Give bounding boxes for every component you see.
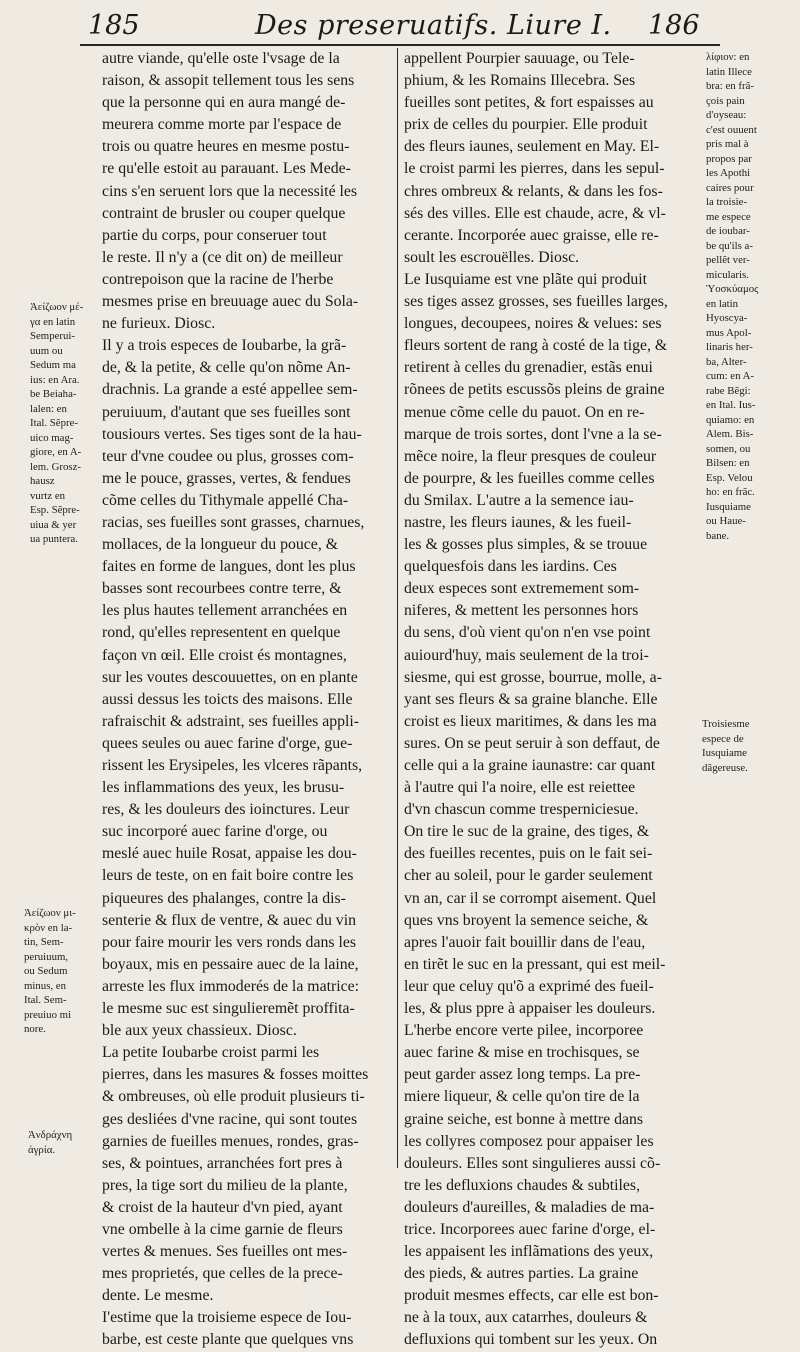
text-line: croist es lieux maritimes, & dans les ma bbox=[404, 712, 657, 730]
text-line: Ὑοσκύαμος bbox=[706, 283, 759, 295]
text-line: pris mal à bbox=[706, 138, 749, 150]
text-line: λίφιον: en bbox=[706, 51, 750, 63]
text-line: tousiours vertes. Ses tiges sont de la hau- bbox=[102, 425, 362, 443]
text-line: les Apothi bbox=[706, 167, 751, 179]
text-line: les & gosses plus simples, & se trouue bbox=[404, 536, 648, 554]
text-line: peruiuum, d'autant que ses fueilles sont bbox=[102, 403, 351, 421]
text-line: boyaux, mis en pessaire auec de la laine, bbox=[102, 955, 359, 973]
text-line: du Smilax. L'autre a la semence iau- bbox=[404, 491, 634, 509]
text-line: menue cõme celle du pauot. On en re- bbox=[404, 403, 645, 421]
text-line: linaris her- bbox=[706, 341, 753, 353]
text-line: fueilles sont petites, & fort espaisses au bbox=[404, 94, 654, 112]
running-title: Des preseruatifs. Liure I. bbox=[255, 10, 612, 41]
text-line: rond, qu'elles representent en quelque bbox=[102, 624, 341, 642]
text-line: les appaisent les inflãmations des yeux, bbox=[404, 1243, 654, 1261]
text-line: celle qui a la graine iaunastre: car quant bbox=[404, 757, 656, 774]
text-line: auec farine & mise en trochisques, se bbox=[404, 1044, 640, 1062]
text-line: rafraischit & adstraint, ses fueilles appli- bbox=[102, 712, 360, 730]
text-line: partie du corps, pour conseruer tout bbox=[102, 226, 327, 244]
text-line: garnies de fueilles menues, rondes, gras- bbox=[102, 1132, 359, 1150]
text-line: Iusquiame bbox=[706, 500, 751, 513]
text-line: minus, en bbox=[24, 979, 66, 992]
text-line: les inflammations des yeux, les brusu- bbox=[102, 779, 345, 797]
text-line: leur que celuy qu'õ a exprimé des fueil- bbox=[404, 977, 654, 995]
text-line: que la personne qui en aura mangé de- bbox=[102, 94, 346, 112]
text-line: pellẽt ver- bbox=[706, 254, 750, 266]
text-line: chres ombreux & relants, & dans les fos- bbox=[404, 182, 663, 200]
text-line: le reste. Il n'y a (ce dit on) de meilleur bbox=[102, 248, 343, 266]
text-line: miere liqueur, & celle qu'on tire de la bbox=[404, 1088, 640, 1106]
text-line: quees seules ou auec farine d'orge, gue- bbox=[102, 734, 353, 752]
text-line: Bilsen: en bbox=[706, 457, 750, 469]
text-line: arreste les flux immoderés de la matrice: bbox=[102, 977, 360, 995]
text-line: & croist de la hauteur d'vn pied, ayant bbox=[102, 1198, 343, 1216]
text-line: des fleurs iaunes, seulement en May. El- bbox=[404, 138, 660, 156]
text-line: & ombreuses, où elle produit plusieurs ti- bbox=[102, 1088, 365, 1106]
text-line: phium, & les Romains Illecebra. Ses bbox=[404, 72, 636, 90]
text-line: cins s'en seruent lors que la necessité les bbox=[102, 182, 358, 200]
text-line: meslé auec huile Rosat, appaise les dou- bbox=[102, 845, 357, 863]
text-line: les plus hautes tellement arranchées en bbox=[102, 602, 348, 620]
text-line: vne ombelle à la cime garnie de fleurs bbox=[102, 1220, 343, 1238]
text-line: yant ses fleurs & sa graine blanche. Elle bbox=[404, 690, 658, 708]
text-line: Sedum ma bbox=[30, 359, 76, 371]
text-line: mẽce noire, la fleur presques de couleur bbox=[404, 447, 657, 465]
text-line: ua puntera. bbox=[30, 533, 78, 545]
header-rule bbox=[80, 44, 720, 46]
text-line: Esp. Sẽpre- bbox=[30, 504, 80, 516]
page-number-left: 185 bbox=[88, 10, 140, 41]
text-line: ho: en frãc. bbox=[706, 486, 755, 498]
page-number-right: 186 bbox=[648, 10, 700, 41]
text-line: barbe, est ceste plante que quelques vns bbox=[102, 1331, 354, 1349]
text-line: lalen: en bbox=[30, 402, 67, 415]
text-line: fleurs sortent de rang à costé de la tige, & bbox=[404, 337, 668, 355]
text-line: d'vn chascun comme tresperniciesue. bbox=[404, 801, 639, 819]
text-line: rabe Bẽgi: bbox=[706, 384, 751, 397]
text-line: la troisie- bbox=[706, 196, 748, 208]
text-line: hausz bbox=[30, 475, 55, 487]
text-line: contraint de brusler ou couper quelque bbox=[102, 204, 346, 222]
text-line: res, & les douleurs des ioinctures. Leur bbox=[102, 801, 350, 819]
text-line: preuiuo mi bbox=[24, 1008, 72, 1021]
text-line: lem. Grosz- bbox=[30, 460, 81, 473]
text-line: façon vn œil. Elle croist és montagnes, bbox=[102, 646, 347, 664]
text-line: mollaces, de la longueur du pouce, & bbox=[102, 536, 339, 554]
text-line: retirent à celles du grenadier, estãs enui bbox=[404, 359, 653, 377]
text-line: çois pain bbox=[706, 94, 745, 107]
text-line: Il y a trois especes de Ioubarbe, la grã- bbox=[102, 337, 347, 355]
text-line: teur d'vne coudee ou plus, grosses com- bbox=[102, 447, 354, 465]
text-line: Ἀνδράχνη bbox=[28, 1129, 73, 1141]
text-line: deux especes sont extremement som- bbox=[404, 580, 640, 598]
text-line: nastre, les fleurs iaunes, & les fueil- bbox=[404, 513, 632, 531]
text-line: uiua & yer bbox=[30, 518, 77, 531]
text-line: sur les voutes descouuettes, on en plante bbox=[102, 668, 358, 686]
text-line: nore. bbox=[24, 1023, 46, 1035]
text-line: Hyoscya- bbox=[706, 312, 748, 324]
text-line: propos par bbox=[706, 152, 752, 165]
text-line: vurtz en bbox=[30, 489, 66, 502]
text-line: I'estime que la troisieme espece de Iou- bbox=[102, 1309, 352, 1327]
text-line: caires pour bbox=[706, 181, 754, 194]
text-line: trice. Incorporees auec farine d'orge, el- bbox=[404, 1220, 656, 1238]
text-line: basses sont recourbees contre terre, & bbox=[102, 580, 342, 598]
text-line: pour faire mourir les vers ronds dans les bbox=[102, 933, 356, 951]
text-line: Alem. Bis- bbox=[706, 428, 754, 440]
text-line: racias, ses fueilles sont grasses, charnues, bbox=[102, 513, 365, 531]
text-line: quiamo: en bbox=[706, 413, 755, 426]
column-divider bbox=[397, 48, 398, 1168]
text-line: leurs de teste, on en fait boire contre les bbox=[102, 867, 354, 885]
text-line: mes proprietés, que celles de la prece- bbox=[102, 1265, 343, 1283]
text-line: en tirẽt le suc en la pressant, qui est meil- bbox=[404, 955, 666, 973]
text-line: rõnees de petits escussõs pleins de graine bbox=[404, 381, 665, 399]
text-line: On tire le suc de la graine, des tiges, & bbox=[404, 823, 650, 841]
text-line: γα en latin bbox=[30, 315, 76, 328]
text-line: les, & plus ppre à appaiser les douleurs. bbox=[404, 1000, 656, 1018]
text-line: cher au soleil, pour le garder seulement bbox=[404, 867, 653, 885]
text-line: ba, Alter- bbox=[706, 355, 747, 368]
text-column-left bbox=[102, 48, 392, 1352]
text-line: peut garder assez long temps. La pre- bbox=[404, 1066, 641, 1084]
text-line: de ioubar- bbox=[706, 225, 750, 237]
text-line: ses, & pointues, arranchées fort pres à bbox=[102, 1154, 343, 1172]
text-line: Le Iusquiame est vne plãte qui produit bbox=[404, 270, 648, 288]
text-line: piqueures des phalanges, contre la dis- bbox=[102, 889, 346, 907]
text-line: appellent Pourpier sauuage, ou Tele- bbox=[404, 50, 635, 67]
margin-note-left-3 bbox=[28, 1128, 98, 1157]
text-line: Semperui- bbox=[30, 330, 75, 342]
text-line: latin Illece bbox=[706, 65, 752, 78]
text-line: aussi dessus les toicts des maisons. Elle bbox=[102, 690, 353, 708]
text-line: ges desliées d'vne racine, qui sont toutes bbox=[102, 1110, 358, 1128]
text-line: c'est ouuent bbox=[706, 123, 757, 136]
text-line: douleurs. Elles sont singulieres aussi cõ- bbox=[404, 1154, 661, 1172]
running-header bbox=[0, 4, 800, 44]
text-line: des pieds, & autres parties. La graine bbox=[404, 1265, 639, 1283]
text-line: de pourpre, & les fueilles comme celles bbox=[404, 469, 655, 487]
text-line: suc incorporé auec farine d'orge, ou bbox=[102, 823, 328, 841]
text-line: longues, decoupees, noires & velues: ses bbox=[404, 315, 662, 333]
text-line: sés des villes. Elle est chaude, acre, & vl- bbox=[404, 204, 666, 222]
text-line: vertes & menues. Ses fueilles ont mes- bbox=[102, 1243, 348, 1261]
text-line: peruiuum, bbox=[24, 950, 69, 963]
text-line: Ital. Sẽpre- bbox=[30, 417, 78, 429]
text-line: dente. Le mesme. bbox=[102, 1287, 214, 1305]
text-line: de, & la petite, & celle qu'on nõme An- bbox=[102, 359, 351, 377]
text-line: meurera comme morte par l'espace de bbox=[102, 116, 342, 134]
text-line: L'herbe encore verte pilee, incorporee bbox=[404, 1022, 644, 1040]
text-line: Ital. Sem- bbox=[24, 994, 67, 1006]
text-line: produit mesmes effects, car elle est bon- bbox=[404, 1287, 659, 1305]
text-line: ne à la toux, aux catarrhes, douleurs & bbox=[404, 1309, 648, 1327]
text-line: ou Sedum bbox=[24, 965, 68, 977]
text-line: espece de bbox=[702, 732, 744, 745]
text-line: senterie & flux de ventre, & auec du vin bbox=[102, 911, 356, 929]
margin-note-right-2 bbox=[702, 717, 796, 775]
text-line: re qu'elle estoit au parauant. Les Mede- bbox=[102, 160, 351, 178]
text-line: niferes, & mettent les personnes hors bbox=[404, 602, 639, 620]
text-line: ques vns broyent la semence seiche, & bbox=[404, 911, 649, 929]
text-line: pres, la tige sort du milieu de la plante, bbox=[102, 1176, 348, 1194]
text-line: en Ital. Ius- bbox=[706, 399, 756, 411]
margin-note-left-1 bbox=[30, 300, 98, 547]
text-line: micularis. bbox=[706, 268, 749, 281]
text-line: les collyres composez pour appaiser les bbox=[404, 1132, 654, 1150]
text-line: quelquesfois dans les iardins. Ces bbox=[404, 558, 617, 576]
text-line: contrepoison que la racine de l'herbe bbox=[102, 270, 334, 288]
margin-note-right-1 bbox=[706, 50, 796, 543]
text-line: Iusquiame bbox=[702, 747, 747, 759]
text-line: vn an, car il se corrompt aisement. Quel bbox=[404, 889, 657, 907]
text-line: Esp. Velou bbox=[706, 471, 753, 484]
text-line: dãgereuse. bbox=[702, 761, 748, 774]
text-line: en latin bbox=[706, 297, 739, 310]
text-line: La petite Ioubarbe croist parmi les bbox=[102, 1044, 320, 1062]
text-line: mus Apol- bbox=[706, 326, 752, 339]
text-line: be qu'ils a- bbox=[706, 239, 753, 252]
text-line: ble aux yeux chassieux. Diosc. bbox=[102, 1022, 297, 1040]
text-line: à l'autre qui l'a noire, elle est reiettee bbox=[404, 779, 636, 797]
text-line: cõme celles du Tithymale appellé Cha- bbox=[102, 491, 349, 509]
text-line: Ἀείζωον μι- bbox=[24, 907, 76, 919]
text-line: du sens, d'où vient qu'on n'en vse point bbox=[404, 624, 651, 642]
text-line: defluxions qui tombent sur les yeux. On bbox=[404, 1331, 658, 1349]
text-line: κρὸν en la- bbox=[24, 921, 73, 934]
text-line: apres l'auoir fait bouillir dans de l'eau, bbox=[404, 933, 646, 951]
text-line: uum ou bbox=[30, 344, 63, 357]
text-line: ses tiges assez grosses, ses fueilles larges, bbox=[404, 293, 668, 311]
text-line: le croist parmi les pierres, dans les sepul- bbox=[404, 160, 665, 178]
text-line: cum: en A- bbox=[706, 370, 754, 382]
text-line: bane. bbox=[706, 529, 730, 542]
text-line: ou Haue- bbox=[706, 515, 746, 527]
text-line: pierres, dans les masures & fosses moittes bbox=[102, 1066, 369, 1084]
text-line: drachnis. La grande a esté appellee sem- bbox=[102, 381, 358, 399]
text-line: bra: en frã- bbox=[706, 80, 754, 92]
text-line: uico mag- bbox=[30, 431, 74, 444]
margin-note-left-2 bbox=[24, 906, 96, 1037]
text-line: raison, & assopit tellement tous les sens bbox=[102, 72, 355, 90]
text-line: siesme, qui est grosse, bourrue, molle, a- bbox=[404, 668, 662, 686]
text-line: faites en forme de langues, dont les plus bbox=[102, 558, 356, 576]
text-line: d'oyseau: bbox=[706, 109, 747, 121]
text-line: Troisiesme bbox=[702, 718, 750, 730]
text-line: graine seiche, est bonne à mettre dans bbox=[404, 1110, 644, 1128]
text-line: me espece bbox=[706, 210, 751, 223]
text-line: le mesme suc est singulieremẽt proffita- bbox=[102, 1000, 355, 1018]
text-line: auiourd'huy, mais seulement de la troi- bbox=[404, 646, 649, 664]
text-line: tre les defluxions chaudes & subtiles, bbox=[404, 1176, 641, 1194]
text-line: ius: en Ara. bbox=[30, 373, 80, 386]
text-line: rissent les Erysipeles, les vlceres rãpants, bbox=[102, 757, 363, 774]
text-line: soult les escrouëlles. Diosc. bbox=[404, 248, 580, 266]
text-line: douleurs d'aureilles, & maladies de ma- bbox=[404, 1198, 655, 1216]
text-line: prix de celles du pourpier. Elle produit bbox=[404, 116, 648, 134]
text-line: giore, en A- bbox=[30, 446, 82, 458]
text-line: be Beiaha- bbox=[30, 388, 77, 400]
text-line: autre viande, qu'elle oste l'vsage de la bbox=[102, 50, 340, 67]
text-line: cerante. Incorporée auec graisse, elle re- bbox=[404, 226, 659, 244]
text-column-right bbox=[404, 48, 700, 1352]
text-line: tin, Sem- bbox=[24, 936, 64, 948]
text-line: sures. On se peut seruir à son deffaut, de bbox=[404, 734, 660, 752]
text-line: ne furieux. Diosc. bbox=[102, 315, 216, 333]
text-line: des fueilles recentes, puis on le fait sei- bbox=[404, 845, 653, 863]
text-line: trois ou quatre heures en mesme postu- bbox=[102, 138, 350, 156]
text-line: Ἀείζωον μέ- bbox=[30, 301, 84, 313]
text-line: marque de trois sortes, dont l'vne a la se- bbox=[404, 425, 662, 443]
text-line: somen, ou bbox=[706, 442, 751, 455]
text-line: me le pouce, grasses, vertes, & fendues bbox=[102, 469, 351, 487]
text-line: mesmes prise en breuuage auec du Sola- bbox=[102, 293, 359, 311]
text-line: ἀγρία. bbox=[28, 1143, 56, 1156]
